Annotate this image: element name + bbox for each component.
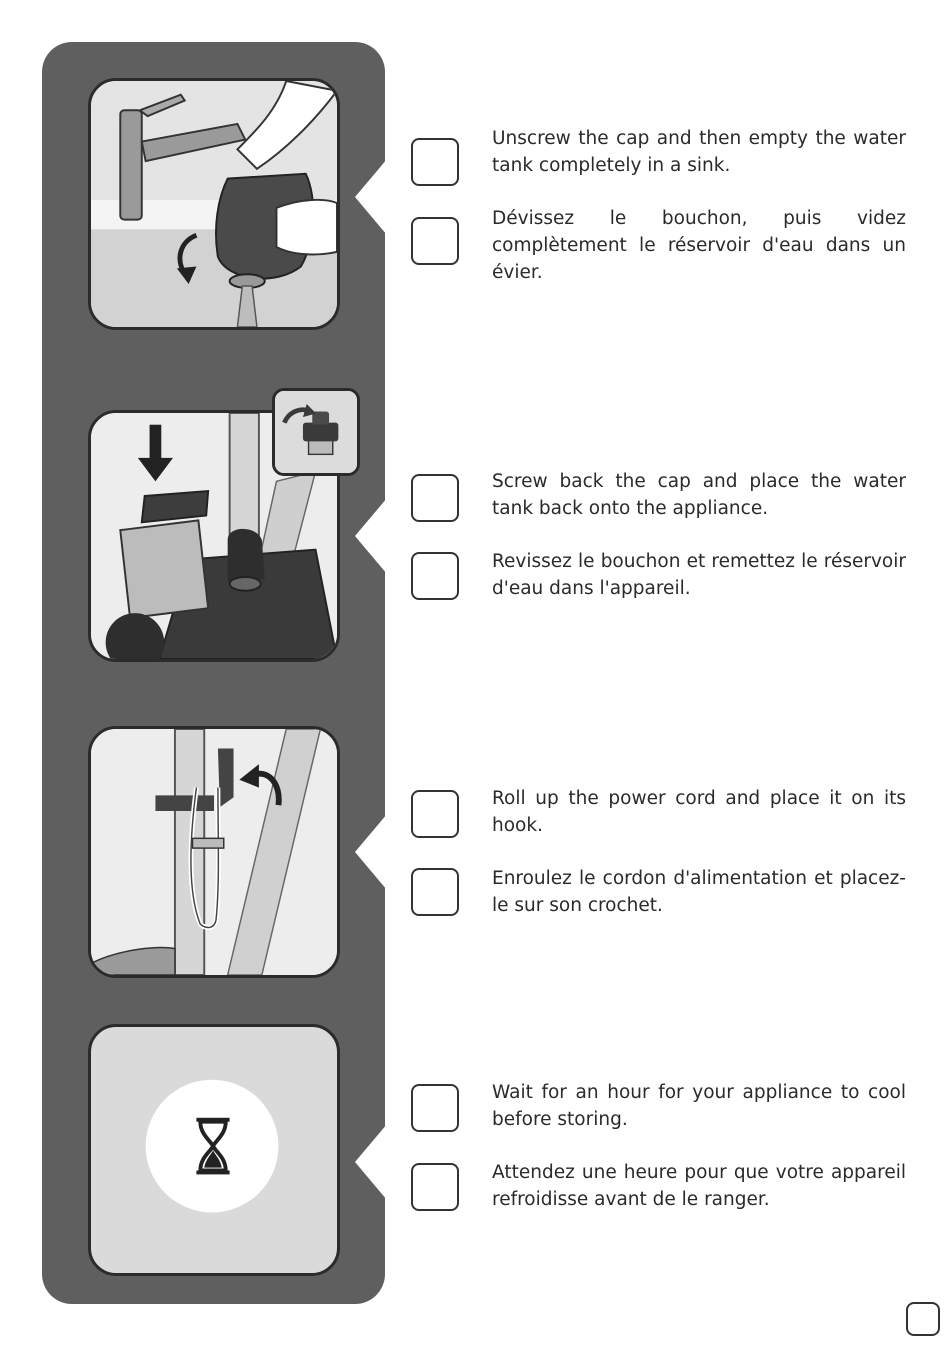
step2-inset bbox=[272, 388, 360, 476]
pointer-notch-4 bbox=[355, 1124, 387, 1200]
step1-illustration bbox=[88, 78, 340, 330]
step1-text-en: Unscrew the cap and then empty the water tank completely in a sink. bbox=[492, 128, 906, 176]
step1-checkbox-en bbox=[411, 138, 459, 186]
step1-checkbox-fr bbox=[411, 217, 459, 265]
step3-checkbox-en bbox=[411, 790, 459, 838]
pointer-notch-2 bbox=[355, 498, 387, 574]
cord-hook-icon bbox=[91, 729, 337, 975]
step4-text-en: Wait for an hour for your appliance to cool before storing. bbox=[492, 1082, 906, 1130]
step2-checkbox-fr bbox=[411, 552, 459, 600]
pointer-notch-3 bbox=[355, 814, 387, 890]
sink-faucet-icon bbox=[91, 81, 337, 327]
step4-checkbox-en bbox=[411, 1084, 459, 1132]
step4-checkbox-fr bbox=[411, 1163, 459, 1211]
step3-text-fr: Enroulez le cordon d'alimentation et placez-le sur son crochet. bbox=[492, 868, 906, 916]
pointer-notch-1 bbox=[355, 159, 387, 235]
step3-text-en: Roll up the power cord and place it on its hook. bbox=[492, 788, 906, 836]
step3-illustration bbox=[88, 726, 340, 978]
step2-checkbox-en bbox=[411, 474, 459, 522]
hourglass-icon bbox=[91, 1027, 337, 1273]
step4-text-fr: Attendez une heure pour que votre appareil refroidisse avant de le ranger. bbox=[492, 1162, 906, 1210]
step1-text-fr: Dévissez le bouchon, puis videz complètement le réservoir d'eau dans un évier. bbox=[492, 208, 906, 283]
step2-text-en: Screw back the cap and place the water tank back onto the appliance. bbox=[492, 471, 906, 519]
step2-text-fr: Revissez le bouchon et remettez le réservoir d'eau dans l'appareil. bbox=[492, 551, 906, 599]
screw-cap-rotate-icon bbox=[275, 391, 357, 473]
page-number-box bbox=[906, 1302, 940, 1336]
step4-illustration bbox=[88, 1024, 340, 1276]
step3-checkbox-fr bbox=[411, 868, 459, 916]
